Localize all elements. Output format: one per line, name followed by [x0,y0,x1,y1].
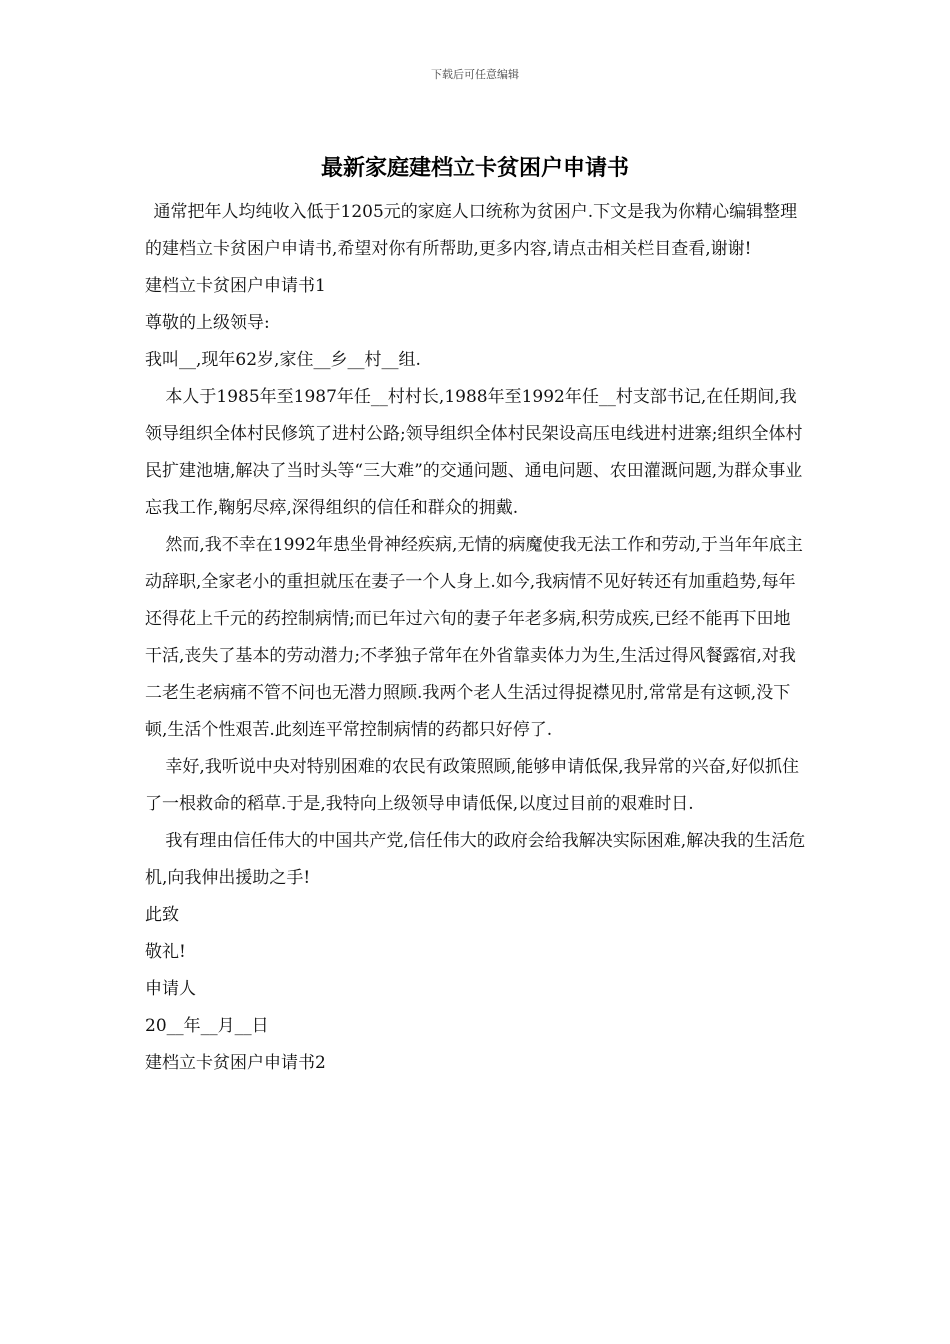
intro-paragraph: 通常把年人均纯收入低于1205元的家庭人口统称为贫困户.下文是我为你精心编辑整理的建档立卡贫困户申请书,希望对你有所帮助,更多内容,请点击相关栏目查看,谢谢! [145,202,798,259]
self-introduction: 我叫__,现年62岁,家住__乡__村__组. [145,350,421,370]
paragraph-illness: 然而,我不幸在1992年患坐骨神经疾病,无情的病魔使我无法工作和劳动,于当年年底主动辞职,全家老小的重担就压在妻子一个人身上.如今,我病情不见好转还有加重趋势,每年还得花上千元的药控制病情;而已年过六旬的妻子年老多病,积劳成疾,已经不能再下田地干活,丧失了基本的劳动潜力;不孝独子常年在外省靠卖体力为生,生活过得风餐露宿,对我二老生老病痛不管不问也无潜力照顾.我两个老人生活过得捉襟见肘,常常是有这顿,没下顿,生活个性艰苦.此刻连平常控制病情的药都只好停了. [145,535,803,740]
paragraph-career: 本人于1985年至1987年任__村村长,1988年至1992年任__村支部书记,在任期间,我领导组织全体村民修筑了进村公路;领导组织全体村民架设高压电线进村进寨;组织全体村民扩建池塘,解决了当时头等“三大难”的交通问题、通电问题、农田灌溉问题,为群众事业忘我工作,鞠躬尽瘁,深得组织的信任和群众的拥戴. [145,387,803,518]
document-body [145,194,807,1082]
date-line: 20__年__月__日 [145,1016,269,1036]
section-heading-2: 建档立卡贫困户申请书2 [145,1053,326,1073]
document-title: 最新家庭建档立卡贫困户申请书 [320,156,629,181]
section-heading-1: 建档立卡贫困户申请书1 [145,276,326,296]
header-note: 下载后可任意编辑 [431,68,519,81]
paragraph-request: 幸好,我听说中央对特别困难的农民有政策照顾,能够申请低保,我异常的兴奋,好似抓住了一根救命的稻草.于是,我特向上级领导申请低保,以度过目前的艰难时日. [145,757,800,814]
closing-jing-li: 敬礼! [145,942,186,962]
paragraph-trust: 我有理由信任伟大的中国共产党,信任伟大的政府会给我解决实际困难,解决我的生活危机,向我伸出援助之手! [145,831,806,888]
salutation: 尊敬的上级领导: [145,313,270,333]
applicant-label: 申请人 [145,979,196,999]
closing-ci-zhi: 此致 [145,905,179,925]
